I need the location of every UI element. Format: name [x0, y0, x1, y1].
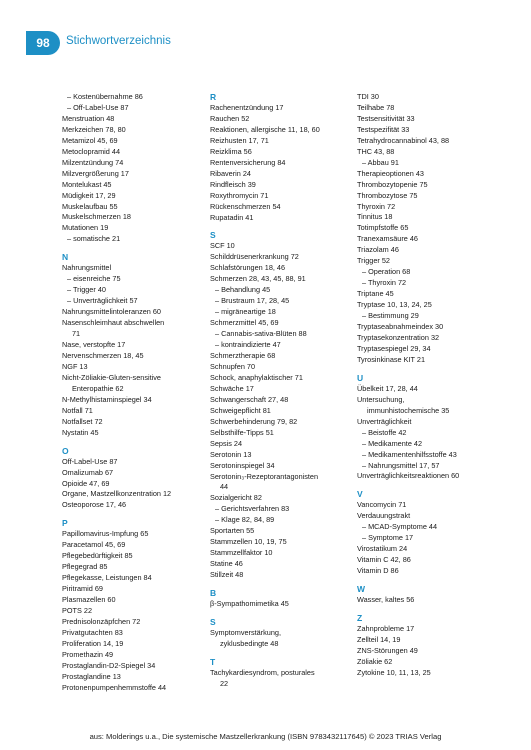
index-entry: Metamizol 45, 69 [62, 135, 118, 145]
index-entry: Serotonin 13 [210, 449, 252, 459]
index-entry: Vancomycin 71 [357, 500, 407, 510]
index-entry: Tryptasekonzentration 32 [357, 332, 440, 342]
index-entry: Thrombozytopenie 75 [357, 179, 428, 189]
index-entry: Tyrosinkinase KIT 21 [357, 354, 426, 364]
index-entry: Merkzeichen 78, 80 [62, 124, 126, 134]
index-entry: Proliferation 14, 19 [62, 638, 124, 648]
index-letter-heading: S [210, 616, 216, 627]
index-entry-continuation: 71 [72, 329, 81, 339]
index-entry: Vitamin C 42, 86 [357, 555, 411, 565]
index-entry: Stammzellen 10, 19, 75 [210, 537, 287, 547]
index-entry-continuation: zyklusbedingte 48 [220, 638, 279, 648]
index-entry: Notfallset 72 [62, 416, 103, 426]
index-entry: – Bestimmung 29 [362, 311, 419, 321]
index-entry: Milzvergrößerung 17 [62, 168, 129, 178]
index-entry: Rentenversicherung 84 [210, 157, 286, 167]
index-letter-heading: U [357, 372, 364, 383]
index-entry: Sepsis 24 [210, 438, 243, 448]
footer-citation: aus: Molderings u.a., Die systemische Mastzellerkrankung (ISBN 9783432117645) © 2023 TRIAS Verlag [89, 732, 442, 741]
index-entry: Tachykardiesyndrom, posturales [210, 667, 315, 677]
index-entry: – Brustraum 17, 28, 45 [215, 296, 290, 306]
index-entry: Übelkeit 17, 28, 44 [357, 383, 418, 393]
index-entry: Rauchen 52 [210, 113, 250, 123]
index-entry: Promethazin 49 [62, 649, 114, 659]
index-entry: Serotoninspiegel 34 [210, 460, 275, 470]
index-entry: Schock, anaphylaktischer 71 [210, 372, 303, 382]
index-entry: – eisenreiche 75 [67, 274, 121, 284]
index-entry: Montelukast 45 [62, 179, 112, 189]
index-entry: – Kostenübernahme 86 [67, 92, 143, 101]
index-letter-heading: P [62, 518, 68, 529]
index-entry: Schnupfen 70 [210, 361, 256, 371]
index-entry: Reizklima 56 [210, 146, 252, 156]
index-entry: – Trigger 40 [67, 285, 106, 295]
index-entry: – somatische 21 [67, 234, 121, 244]
index-entry: Piritramid 69 [62, 584, 103, 594]
index-entry: – Off-Label-Use 87 [67, 102, 129, 112]
index-letter-heading: W [357, 584, 366, 595]
index-entry: Thrombozytose 75 [357, 190, 418, 200]
index-entry: Mutationen 19 [62, 223, 109, 233]
index-column-2 [210, 92, 345, 690]
index-entry: Off-Label-Use 87 [62, 456, 118, 466]
index-entry: Nahrungsmittel [62, 263, 112, 273]
index-entry: Schweigepflicht 81 [210, 405, 271, 415]
index-entry: Trigger 52 [357, 256, 390, 266]
index-entry: Serotonin₃-Rezeptorantagonisten [210, 471, 319, 481]
running-title: Stichwortverzeichnis [66, 35, 171, 47]
index-entry: Notfall 71 [62, 405, 93, 415]
index-entry: Nicht-Zöliakie-Gluten-sensitive [62, 372, 161, 382]
index-entry: Testsensitivität 33 [357, 113, 415, 123]
index-entry: Thyroxin 72 [357, 201, 396, 211]
index-entry: Zytokine 10, 11, 13, 25 [357, 667, 431, 677]
index-entry: Prostaglandin-D2-Spiegel 34 [62, 660, 156, 670]
index-entry: Schwerbehinderung 79, 82 [210, 416, 298, 426]
index-entry: Protonenpumpenhemmstoffe 44 [62, 682, 167, 692]
index-entry: Tryptaseabnahmeindex 30 [357, 322, 444, 332]
index-entry: Testspezifität 33 [357, 124, 410, 134]
index-entry: Opioide 47, 69 [62, 478, 110, 488]
index-column-3 [357, 92, 497, 679]
index-entry: Schmerzmittel 45, 69 [210, 318, 279, 328]
index-entry: – Unverträglichkeit 57 [67, 296, 138, 306]
index-entry: – Gerichtsverfahren 83 [215, 504, 290, 514]
index-entry: β-Sympathomimetika 45 [210, 599, 289, 609]
index-entry: Paracetamol 45, 69 [62, 540, 126, 550]
index-entry: Muskelaufbau 55 [62, 201, 118, 211]
index-entry: Schwäche 17 [210, 383, 254, 393]
index-entry: Pflegekasse, Leistungen 84 [62, 573, 152, 583]
index-entry: ZNS-Störungen 49 [357, 645, 418, 655]
index-entry: – migräneartige 18 [215, 307, 276, 317]
index-letter-heading: O [62, 445, 69, 456]
index-entry: Therapieoptionen 43 [357, 168, 424, 178]
index-entry: NGF 13 [62, 361, 88, 371]
index-column-1 [62, 92, 197, 694]
index-entry: Milzentzündung 74 [62, 157, 124, 167]
index-entry: Unverträglichkeitsreaktionen 60 [357, 471, 460, 481]
index-entry: Triazolam 46 [357, 245, 399, 255]
index-entry: Tryptasespiegel 29, 34 [357, 343, 431, 353]
index-entry: Nase, verstopfte 17 [62, 340, 126, 350]
index-entry: Stammzellfaktor 10 [210, 548, 273, 558]
index-entry: Pflegebedürftigkeit 85 [62, 551, 133, 561]
index-entry: – MCAD-Symptome 44 [362, 522, 438, 532]
index-entry: Teilhabe 78 [357, 102, 395, 112]
index-entry: – Symptome 17 [362, 533, 414, 543]
page-number-badge: 98 [26, 31, 60, 55]
index-entry: Triptane 45 [357, 289, 394, 299]
index-entry: Nahrungsmittelintoleranzen 60 [62, 307, 161, 317]
index-entry: – Medikamente 42 [362, 438, 423, 448]
index-entry: Tinnitus 18 [357, 212, 393, 222]
index-entry: Reaktionen, allergische 11, 18, 60 [210, 124, 320, 134]
index-entry: – kontraindizierte 47 [215, 340, 281, 350]
index-entry: Unverträglichkeit [357, 416, 412, 426]
index-entry: – Operation 68 [362, 267, 411, 277]
index-entry: – Medikamentenhilfsstoffe 43 [362, 449, 457, 459]
index-entry: Metoclopramid 44 [62, 146, 120, 156]
index-letter-heading: R [210, 92, 217, 102]
index-entry: Pflegegrad 85 [62, 562, 108, 572]
index-entry: Muskelschmerzen 18 [62, 212, 131, 222]
index-entry: Zahnprobleme 17 [357, 624, 415, 634]
index-entry: Sozialgericht 82 [210, 493, 262, 503]
index-entry: Verdauungstrakt [357, 511, 411, 521]
index-entry: Schmerzen 28, 43, 45, 88, 91 [210, 274, 306, 284]
index-entry: Zellteil 14, 19 [357, 634, 401, 644]
index-entry-continuation: Enteropathie 62 [72, 383, 124, 393]
index-entry-continuation: 22 [220, 678, 229, 688]
index-entry: Menstruation 48 [62, 113, 115, 123]
index-entry: Zöliakie 62 [357, 656, 393, 666]
index-entry: Organe, Mastzellkonzentration 12 [62, 489, 172, 499]
index-letter-heading: B [210, 588, 217, 599]
index-entry: Rachenentzündung 17 [210, 103, 284, 112]
index-entry: – Thyroxin 72 [362, 278, 407, 288]
index-entry: Ribaverin 24 [210, 168, 251, 178]
index-entry: Rindfleisch 39 [210, 179, 256, 189]
index-entry: N-Methylhistaminspiegel 34 [62, 394, 152, 404]
index-entry-continuation: 44 [220, 482, 229, 492]
index-entry: Papillomavirus-Impfung 65 [62, 529, 149, 539]
index-entry: Osteoporose 17, 46 [62, 500, 127, 510]
index-entry: Symptomverstärkung, [210, 627, 281, 637]
index-entry: Schmerztherapie 68 [210, 351, 276, 361]
index-entry: Prednisolonzäpfchen 72 [62, 616, 141, 626]
index-entry: Nasenschleimhaut abschwellen [62, 318, 165, 328]
index-entry: POTS 22 [62, 606, 93, 616]
index-entry: Rupatadin 41 [210, 212, 254, 222]
index-entry: – Beistoffe 42 [362, 427, 407, 437]
index-entry: Wasser, kaltes 56 [357, 595, 415, 605]
index-entry: THC 43, 88 [357, 146, 395, 156]
index-letter-heading: V [357, 489, 363, 500]
index-entry: – Nahrungsmittel 17, 57 [362, 460, 440, 470]
index-letter-heading: T [210, 656, 216, 667]
index-entry: Tetrahydrocannabinol 43, 88 [357, 135, 450, 145]
index-entry: Omalizumab 67 [62, 467, 114, 477]
index-entry: Nystatin 45 [62, 427, 99, 437]
index-entry: Totimpfstoffe 65 [357, 223, 409, 233]
index-entry: Privatgutachten 83 [62, 627, 123, 637]
index-entry: Schilddrüsenerkrankung 72 [210, 252, 299, 262]
page-header [0, 31, 531, 57]
index-entry: Tryptase 10, 13, 24, 25 [357, 300, 432, 310]
index-entry: Untersuchung, [357, 394, 405, 404]
index-entry: – Klage 82, 84, 89 [215, 515, 275, 525]
index-entry: Roxythromycin 71 [210, 190, 269, 200]
index-letter-heading: Z [357, 613, 363, 624]
index-entry: Nervenschmerzen 18, 45 [62, 350, 144, 360]
index-entry: – Abbau 91 [362, 157, 399, 167]
index-letter-heading: S [210, 230, 216, 241]
index-entry: Selbsthilfe-Tipps 51 [210, 427, 274, 437]
index-entry: Schwangerschaft 27, 48 [210, 394, 289, 404]
index-entry: Tranexamsäure 46 [357, 234, 418, 244]
index-entry: Statine 46 [210, 559, 243, 569]
index-entry: Schlafstörungen 18, 46 [210, 263, 286, 273]
index-entry: Plasmazellen 60 [62, 595, 116, 605]
index-entry: SCF 10 [210, 241, 235, 251]
index-entry: Müdigkeit 17, 29 [62, 190, 116, 200]
index-entry-continuation: immunhistochemische 35 [367, 405, 450, 415]
index-entry: Rückenschmerzen 54 [210, 201, 281, 211]
index-entry: – Behandlung 45 [215, 285, 271, 295]
index-entry: Sportarten 55 [210, 526, 255, 536]
index-entry: Reizhusten 17, 71 [210, 135, 269, 145]
index-entry: Vitamin D 86 [357, 566, 399, 576]
index-letter-heading: N [62, 252, 69, 263]
index-entry: TDI 30 [357, 92, 379, 101]
index-entry: – Cannabis-sativa-Blüten 88 [215, 329, 307, 339]
index-entry: Stillzeit 48 [210, 570, 244, 580]
index-entry: Virostatikum 24 [357, 544, 408, 554]
index-entry: Prostaglandine 13 [62, 671, 121, 681]
